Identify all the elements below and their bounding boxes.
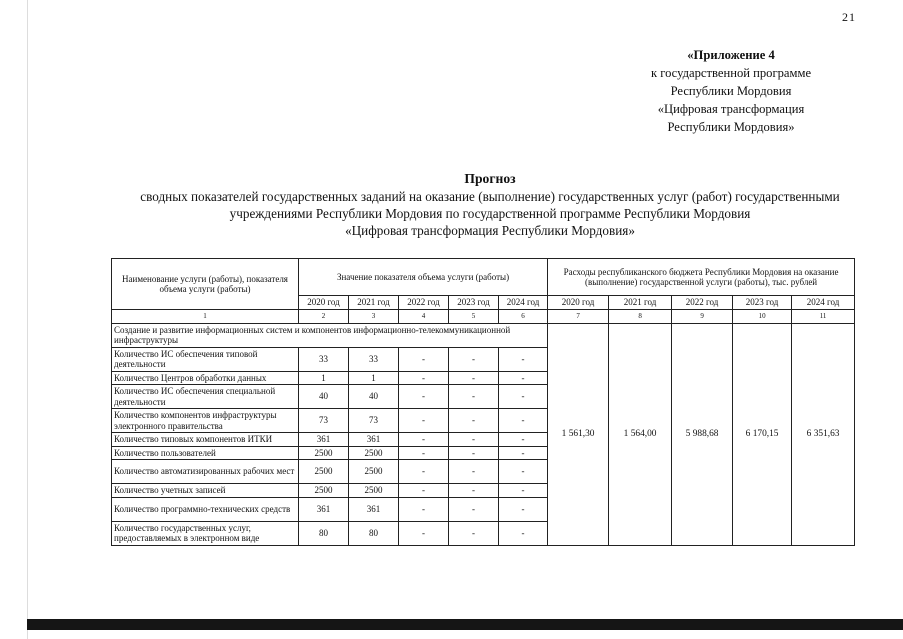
value-cell: 40 xyxy=(299,385,349,409)
expense-2023: 6 170,15 xyxy=(733,323,792,545)
column-index: 9 xyxy=(672,310,733,324)
value-cell: - xyxy=(499,409,548,433)
value-cell: 361 xyxy=(349,433,399,447)
value-cell: - xyxy=(399,347,449,371)
value-cell: 361 xyxy=(299,497,349,521)
value-cell: - xyxy=(449,521,499,545)
indicator-name: Количество программно-технических средств xyxy=(112,497,299,521)
document-title xyxy=(60,170,903,239)
value-cell: - xyxy=(449,433,499,447)
value-cell: - xyxy=(399,460,449,484)
year-header: 2023 год xyxy=(733,296,792,310)
value-cell: - xyxy=(449,460,499,484)
value-cell: 73 xyxy=(299,409,349,433)
value-cell: - xyxy=(499,371,548,385)
appendix-line: Республики Мордовия xyxy=(670,84,792,98)
value-cell: - xyxy=(449,371,499,385)
value-cell: - xyxy=(449,484,499,498)
appendix-line: к государственной программе xyxy=(650,66,812,80)
document-title-line: «Цифровая трансформация Республики Мордовия» xyxy=(345,223,635,238)
value-cell: 1 xyxy=(349,371,399,385)
indicator-name: Количество компонентов инфраструктуры электронного правительства xyxy=(112,409,299,433)
column-index: 1 xyxy=(112,310,299,324)
value-cell: - xyxy=(499,385,548,409)
value-cell: 73 xyxy=(349,409,399,433)
value-cell: 2500 xyxy=(299,460,349,484)
year-header: 2021 год xyxy=(349,296,399,310)
header-row xyxy=(112,259,855,296)
column-index: 5 xyxy=(449,310,499,324)
value-cell: - xyxy=(399,385,449,409)
page-edge xyxy=(27,0,28,639)
value-cell: - xyxy=(449,347,499,371)
value-cell: 1 xyxy=(299,371,349,385)
value-cell: - xyxy=(499,446,548,460)
section-title: Создание и развитие информационных систем и компонентов информационно-телекоммуникационной инфраструктуры xyxy=(112,323,548,347)
expense-2020: 1 561,30 xyxy=(548,323,609,545)
value-cell: 2500 xyxy=(299,484,349,498)
year-header: 2020 год xyxy=(548,296,609,310)
value-cell: - xyxy=(399,446,449,460)
value-cell: 33 xyxy=(349,347,399,371)
value-cell: 80 xyxy=(299,521,349,545)
indicator-name: Количество Центров обработки данных xyxy=(112,371,299,385)
value-cell: - xyxy=(399,409,449,433)
value-cell: 2500 xyxy=(349,460,399,484)
indicator-name: Количество ИС обеспечения специальной деятельности xyxy=(112,385,299,409)
indicator-name: Количество ИС обеспечения типовой деятельности xyxy=(112,347,299,371)
value-cell: - xyxy=(399,484,449,498)
value-cell: - xyxy=(499,347,548,371)
value-cell: 2500 xyxy=(349,484,399,498)
year-header: 2020 год xyxy=(299,296,349,310)
column-index: 10 xyxy=(733,310,792,324)
value-cell: - xyxy=(449,385,499,409)
year-header: 2024 год xyxy=(499,296,548,310)
value-cell: - xyxy=(499,521,548,545)
table-body xyxy=(112,323,855,545)
value-cell: 2500 xyxy=(349,446,399,460)
document-title-line: сводных показателей государственных заданий на оказание (выполнение) государственных услуг (работ) государственными xyxy=(140,189,840,204)
page-number: 21 xyxy=(842,10,856,24)
column-index: 6 xyxy=(499,310,548,324)
indicator-name: Количество пользователей xyxy=(112,446,299,460)
indicator-name: Количество государственных услуг, предоставляемых в электронном виде xyxy=(112,521,299,545)
expense-2021: 1 564,00 xyxy=(609,323,672,545)
column-index: 2 xyxy=(299,310,349,324)
value-cell: 40 xyxy=(349,385,399,409)
expense-2024: 6 351,63 xyxy=(792,323,855,545)
value-cell: - xyxy=(399,371,449,385)
appendix-line: «Цифровая трансформация xyxy=(657,102,805,116)
value-cell: 33 xyxy=(299,347,349,371)
header-expense-group: Расходы республиканского бюджета Республики Мордовия на оказание (выполнение) государственной услуги (работы), тыс. рублей xyxy=(548,259,855,296)
year-header: 2023 год xyxy=(449,296,499,310)
value-cell: - xyxy=(499,460,548,484)
column-index: 7 xyxy=(548,310,609,324)
indicator-name: Количество автоматизированных рабочих мест xyxy=(112,460,299,484)
value-cell: 80 xyxy=(349,521,399,545)
value-cell: - xyxy=(499,484,548,498)
column-index: 11 xyxy=(792,310,855,324)
value-cell: - xyxy=(449,446,499,460)
expense-2022: 5 988,68 xyxy=(672,323,733,545)
year-header: 2022 год xyxy=(399,296,449,310)
value-cell: 361 xyxy=(299,433,349,447)
value-cell: - xyxy=(399,521,449,545)
appendix-block xyxy=(600,46,862,136)
year-header: 2022 год xyxy=(672,296,733,310)
indicator-name: Количество учетных записей xyxy=(112,484,299,498)
scan-bottom-edge xyxy=(27,619,903,630)
table-header xyxy=(112,259,855,324)
year-header: 2021 год xyxy=(609,296,672,310)
year-header: 2024 год xyxy=(792,296,855,310)
value-cell: - xyxy=(499,433,548,447)
value-cell: - xyxy=(449,409,499,433)
header-volume-group: Значение показателя объема услуги (работы) xyxy=(299,259,548,296)
value-cell: 2500 xyxy=(299,446,349,460)
value-cell: - xyxy=(449,497,499,521)
value-cell: - xyxy=(399,497,449,521)
value-cell: 361 xyxy=(349,497,399,521)
section-row xyxy=(112,323,855,347)
document-title-main: Прогноз xyxy=(464,171,516,186)
index-row xyxy=(112,310,855,324)
forecast-table xyxy=(111,258,855,546)
value-cell: - xyxy=(399,433,449,447)
column-index: 8 xyxy=(609,310,672,324)
appendix-title: «Приложение 4 xyxy=(687,48,775,62)
appendix-line: Республики Мордовия» xyxy=(667,120,795,134)
indicator-name: Количество типовых компонентов ИТКИ xyxy=(112,433,299,447)
column-index: 4 xyxy=(399,310,449,324)
document-title-line: учреждениями Республики Мордовия по государственной программе Республики Мордовия xyxy=(229,206,751,221)
value-cell: - xyxy=(499,497,548,521)
header-name-col: Наименование услуги (работы), показателя объема услуги (работы) xyxy=(112,259,299,310)
column-index: 3 xyxy=(349,310,399,324)
